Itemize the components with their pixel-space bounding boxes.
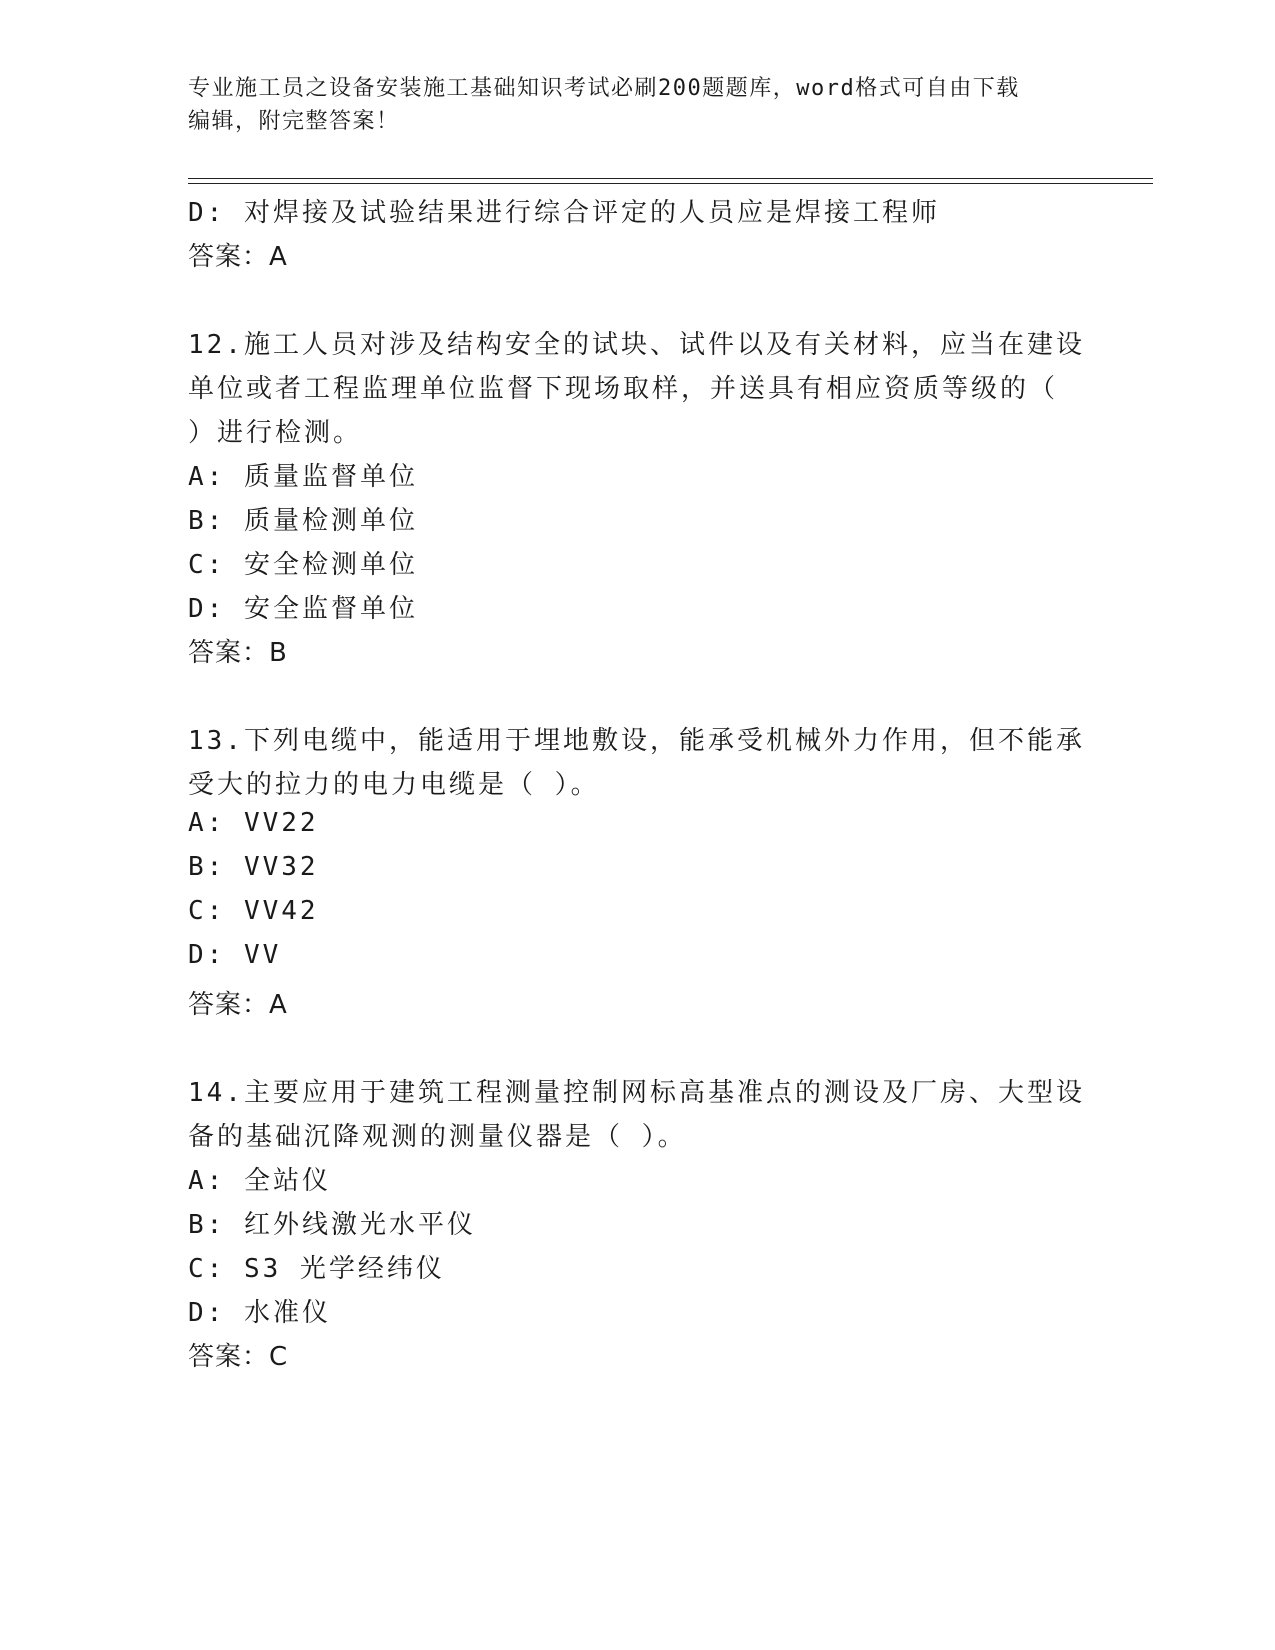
q13-option-a: A: VV22 [188, 808, 319, 838]
q12-option-d: D: 安全监督单位 [188, 594, 418, 624]
header-divider-top [188, 178, 1153, 179]
q13-answer: 答案：A [188, 990, 288, 1020]
q14-stem-line-2: 备的基础沉降观测的测量仪器是（ ）。 [188, 1122, 687, 1152]
header-divider-bottom [188, 183, 1153, 184]
q12-option-a: A: 质量监督单位 [188, 462, 418, 492]
q13-stem-line-2: 受大的拉力的电力电缆是（ ）。 [188, 770, 600, 800]
header-line-1: 专业施工员之设备安装施工基础知识考试必刷200题题库，word格式可自由下载 [188, 76, 1020, 101]
q14-option-c: C: S3 光学经纬仪 [188, 1254, 445, 1284]
document-header [188, 72, 1088, 138]
q12-option-c: C: 安全检测单位 [188, 550, 418, 580]
q14-option-d: D: 水准仪 [188, 1298, 331, 1328]
q12-option-b: B: 质量检测单位 [188, 506, 418, 536]
q14-stem-line-1: 14.主要应用于建筑工程测量控制网标高基准点的测设及厂房、大型设 [188, 1078, 1085, 1108]
q12-stem-line-1: 12.施工人员对涉及结构安全的试块、试件以及有关材料，应当在建设 [188, 330, 1085, 360]
q14-option-b: B: 红外线激光水平仪 [188, 1210, 476, 1240]
q13-option-c: C: VV42 [188, 896, 319, 926]
q14-answer: 答案：C [188, 1342, 289, 1372]
q12-stem-line-3: ）进行检测。 [188, 418, 363, 448]
q12-answer: 答案：B [188, 638, 288, 668]
header-line-2: 编辑，附完整答案！ [188, 109, 400, 134]
q13-stem-line-1: 13.下列电缆中，能适用于埋地敷设，能承受机械外力作用，但不能承 [188, 726, 1085, 756]
q14-option-a: A: 全站仪 [188, 1166, 331, 1196]
q11-answer: 答案：A [188, 242, 288, 272]
q12-stem-line-2: 单位或者工程监理单位监督下现场取样，并送具有相应资质等级的（ [188, 374, 1059, 404]
q13-option-b: B: VV32 [188, 852, 319, 882]
q13-option-d: D: VV [188, 940, 282, 970]
q11-option-d: D: 对焊接及试验结果进行综合评定的人员应是焊接工程师 [188, 198, 940, 228]
